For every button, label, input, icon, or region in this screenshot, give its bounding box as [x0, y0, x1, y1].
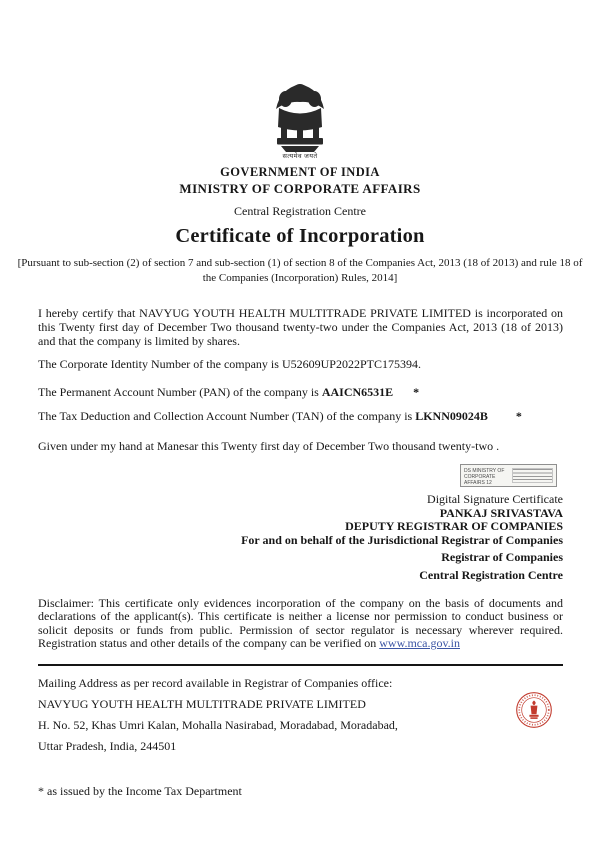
certificate-content [38, 306, 563, 799]
signatory-designation: DEPUTY REGISTRAR OF COMPANIES [345, 519, 563, 534]
disclaimer-text: Disclaimer: This certificate only evidences incorporation of the company on the basis of documents and declarations of the applicant(s). This certificate is neither a license nor permission to conduct business or solicit deposits or funds from public. Permission of sector regulator is necessary wherever required. Registration status and other details of the company can be verified on [38, 595, 563, 651]
tan-asterisk: * [515, 409, 522, 423]
central-registration-centre-line: Central Registration Centre [234, 204, 366, 218]
registrar-of-companies-line: Registrar of Companies [441, 550, 563, 565]
company-name: NAVYUG YOUTH HEALTH MULTITRADE PRIVATE LIMITED [139, 306, 471, 320]
mca-gov-in-link[interactable]: www.mca.gov.in [379, 636, 460, 651]
satyameva-jayate-motto: सत्यमेव जयते [282, 153, 318, 160]
digital-signature-stamp [460, 464, 557, 487]
dsc-stamp-text: DS MINISTRY OF CORPORATE AFFAIRS 12 [464, 468, 505, 486]
dsc-stamp-lines-icon [512, 468, 553, 483]
india-state-emblem-icon [271, 82, 329, 152]
income-tax-footnote: * as issued by the Income Tax Department [38, 783, 242, 798]
mailing-address-line-2: Uttar Pradesh, India, 244501 [38, 738, 177, 753]
red-office-seal-icon [515, 691, 553, 729]
dsc-label: Digital Signature Certificate [427, 492, 563, 506]
cin-value: U52609UP2022PTC175394 [281, 357, 418, 371]
pan-line [38, 385, 563, 400]
tan-value: LKNN09024B [415, 409, 488, 423]
emblem-wrap [0, 0, 600, 152]
certificate-header [0, 0, 600, 285]
mailing-company-name: NAVYUG YOUTH HEALTH MULTITRADE PRIVATE LIMITED [38, 696, 366, 711]
cin-label: The Corporate Identity Number of the company is [38, 357, 282, 371]
given-under-hand-line: Given under my hand at Manesar this Twenty first day of December Two thousand twenty-two . [38, 439, 500, 453]
cin-suffix: . [417, 357, 421, 371]
ministry-heading: MINISTRY OF CORPORATE AFFAIRS [179, 181, 421, 196]
signatory-name: PANKAJ SRIVASTAVA [439, 505, 563, 520]
pan-value: AAICN6531E [321, 385, 394, 399]
dsc-stamp-row [38, 464, 563, 487]
government-of-india-heading: GOVERNMENT OF INDIA [220, 165, 380, 179]
signatory-block [38, 493, 563, 583]
mailing-address-section [38, 676, 563, 754]
certify-text-pre: I hereby certify that [38, 306, 140, 320]
tan-line [38, 409, 563, 424]
disclaimer-paragraph [38, 597, 563, 651]
certify-text-post: is incorporated on this Twenty first day of December Two thousand twenty-two under the Companies Act, 2013 (18 of 2013) and that the company is limited by shares. [38, 306, 563, 348]
mailing-address-line-1: H. No. 52, Khas Umri Kalan, Mohalla Nasirabad, Moradabad, Moradabad, [38, 717, 398, 732]
signatory-behalf-line: For and on behalf of the Jurisdictional Registrar of Companies [241, 532, 563, 547]
incorporation-paragraph [38, 306, 563, 348]
central-registration-centre-sign-line: Central Registration Centre [419, 567, 563, 582]
mailing-address-heading: Mailing Address as per record available in Registrar of Companies office: [38, 675, 393, 690]
pan-asterisk: * [413, 385, 420, 399]
section-divider [38, 664, 563, 666]
pan-label: The Permanent Account Number (PAN) of the company is [38, 385, 322, 399]
pursuant-subtitle: [Pursuant to sub-section (2) of section 7 and sub-section (1) of section 8 of the Companies Act, 2013 (18 of 2013) and rule 18 of the Companies (Incorporation) Rules, 2014] [17, 257, 583, 284]
tan-label: The Tax Deduction and Collection Account Number (TAN) of the company is [38, 409, 416, 423]
certificate-title: Certificate of Incorporation [175, 225, 425, 247]
cin-line [38, 357, 563, 372]
